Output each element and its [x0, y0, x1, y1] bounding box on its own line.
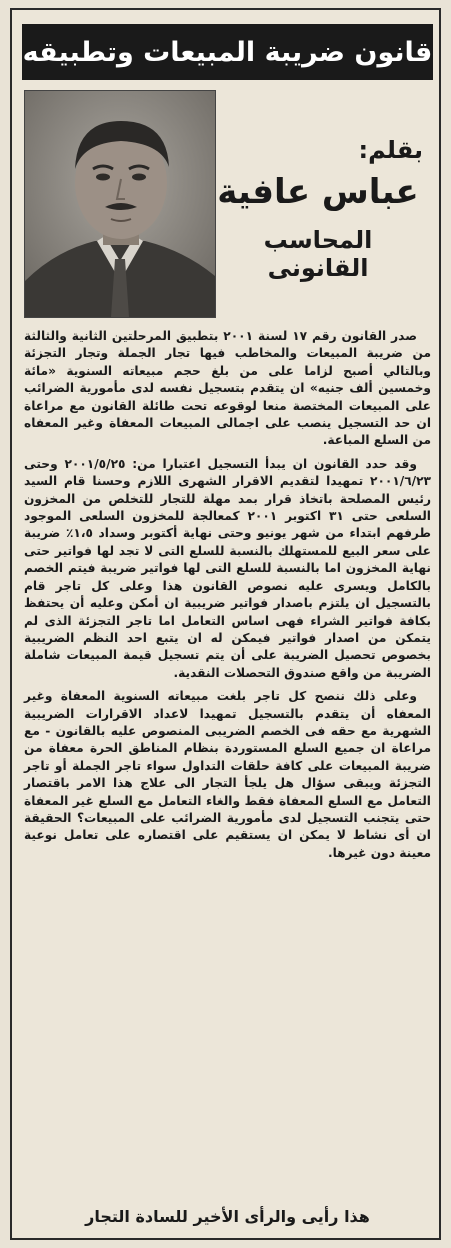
article-clipping: [10, 8, 441, 1240]
author-photo: [24, 90, 216, 318]
closing-line: هذا رأيى والرأى الأخير للسادة التجار: [85, 1207, 370, 1226]
article-body: [24, 328, 431, 868]
author-portrait-image: [25, 91, 215, 317]
byline-label: بقلم:: [358, 136, 423, 164]
byline: [213, 136, 423, 282]
paragraph-2: وقد حدد القانون ان يبدأ التسجيل اعتبارا من: ٢٠٠١/٥/٢٥ وحتى ٢٠٠١/٦/٢٣ تمهيدا لتقديم الاقرار الشهرى اللازم وحسنا قام السيد رئيس المصلحة باتخاذ قرار بمد مهلة للتجار للتخلص من المخزون السلعى حتى ٣١ اكتوبر ٢٠٠١ كمعالجة للمخزون السلعى الموجود طرفهم ابتداء من شهر يونيو وحتى نهاية أكتوبر وسداد ١،٥٪ ضريبة على سعر البيع للمستهلك بالنسبة للسلع التى لا تجد لها فواتير حتى نهاية المخزون اما بالنسبة للسلع التى لها فواتير ضريبة فيتم الخصم بالكامل ويسرى عليه نصوص القانون هذا وعلى كل تاجر قام بالتسجيل ان يلتزم باصدار فواتير ضريبية ان أمكن وعليه أن يحتفظ بكافة فواتير الشراء فهى اساس التعامل اما تاجر التجزئة الذى لم يتمكن من اصدار فواتير فيمكن له ان يتبع احد النظم الضريبية بخصوص تحصيل الضريبة على أن يتم تسجيل قيمة المبيعات شاملة الضريبة من واقع صندوق التحصلات النقدية.: [24, 456, 431, 680]
paragraph-3: وعلى ذلك ننصح كل تاجر بلغت مبيعاته السنوية المعفاة وغير المعفاه أن يتقدم بالتسجيل تمهيدا لاعداد الاقرارات الضريبية الشهرية مع حقه فى الخصم الضريبى المنصوص عليه بالقانون - مع مراعاة ان جميع السلع المستوردة بنظام المناطق الحرة معفاة من ضريبة المبيعات على كافة حلقات التداول سواء تاجر الجملة أو تاجر التجزئة ويبقى سؤال هل يلجأ التجار الى علاج هذا الامر باقتصار التعامل مع السلع المعفاة فقط والغاء التعامل مع السلع غير المعفاة حتى يتجنب التسجيل لدى مأمورية الضرائب على المبيعات؟ الحقيقة ان أى نشاط لا يمكن ان يستقيم على اقتصاره على تعامل نوعية معينة دون غيرها.: [24, 689, 431, 860]
headline-banner: [22, 24, 433, 80]
author-name: عباس عافية: [217, 172, 419, 212]
paragraph-1: صدر القانون رقم ١٧ لسنة ٢٠٠١ بتطبيق المرحلتين الثانية والثالثة من ضريبة المبيعات والمخاطب فيها تجار الجملة وتجار التجزئة وبالتالي أصبح لزاما على من بلغ حجم مبيعاته السنوية «مائة وخمسين ألف جنيه» ان يتقدم بتسجيل نفسه لدى مأمورية الضرائب على المبيعات المختصة منعا لوقوعه تحت طائلة القانون مع مراعاة ان حد التسجيل ينصب على اجمالى المبيعات المعفاة وغير المعفاه من السلع المباعة.: [24, 329, 431, 448]
headline-text: قانون ضريبة المبيعات وتطبيقه: [22, 36, 433, 68]
author-title: المحاسب القانونى: [263, 226, 373, 282]
